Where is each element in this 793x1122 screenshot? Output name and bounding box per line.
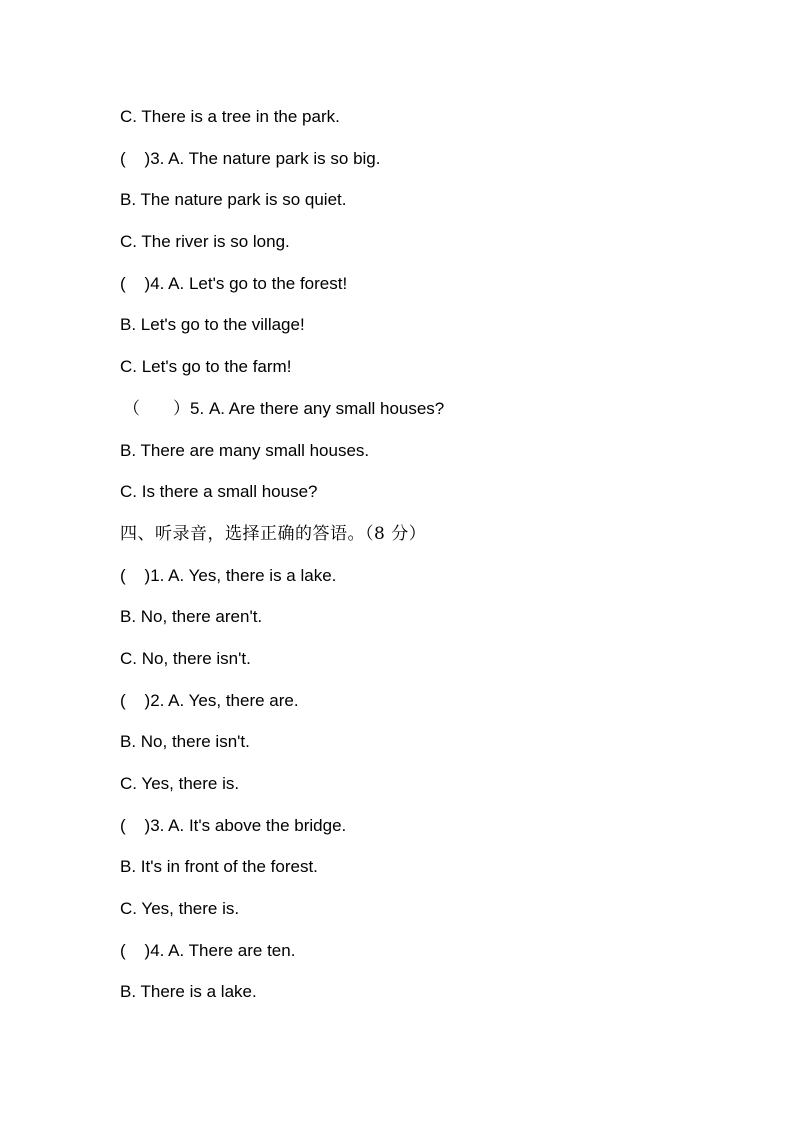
option-line: C. The river is so long.: [120, 232, 290, 252]
option-line: B. Let's go to the village!: [120, 315, 305, 335]
option-line: B. No, there isn't.: [120, 732, 250, 752]
option-line: C. Is there a small house?: [120, 482, 318, 502]
section-heading: 四、听录音，选择正确的答语。（8 分）: [120, 523, 427, 544]
option-line: C. Yes, there is.: [120, 899, 240, 919]
question-line: ( )4. A. There are ten.: [120, 940, 296, 960]
option-line: B. The nature park is so quiet.: [120, 190, 347, 210]
question-line: ( )3. A. It's above the bridge.: [120, 815, 347, 835]
question-line: ( )1. A. Yes, there is a lake.: [120, 565, 337, 585]
question-line: ( )2. A. Yes, there are.: [120, 690, 299, 710]
exam-content: [120, 104, 680, 1021]
question-line: ( )4. A. Let's go to the forest!: [120, 273, 348, 293]
question-line: （ ）5. A. Are there any small houses?: [123, 398, 445, 418]
option-line: C. Yes, there is.: [120, 774, 240, 793]
option-line: C. No, there isn't.: [120, 648, 251, 668]
option-line: B. There is a lake.: [120, 982, 257, 1002]
option-line: C. There is a tree in the park.: [120, 107, 340, 126]
option-line: B. No, there aren't.: [120, 607, 263, 627]
option-line: B. It's in front of the forest.: [120, 857, 318, 877]
option-line: C. Let's go to the farm!: [120, 357, 292, 377]
option-line: B. There are many small houses.: [120, 440, 370, 460]
question-line: ( )3. A. The nature park is so big.: [120, 148, 381, 168]
